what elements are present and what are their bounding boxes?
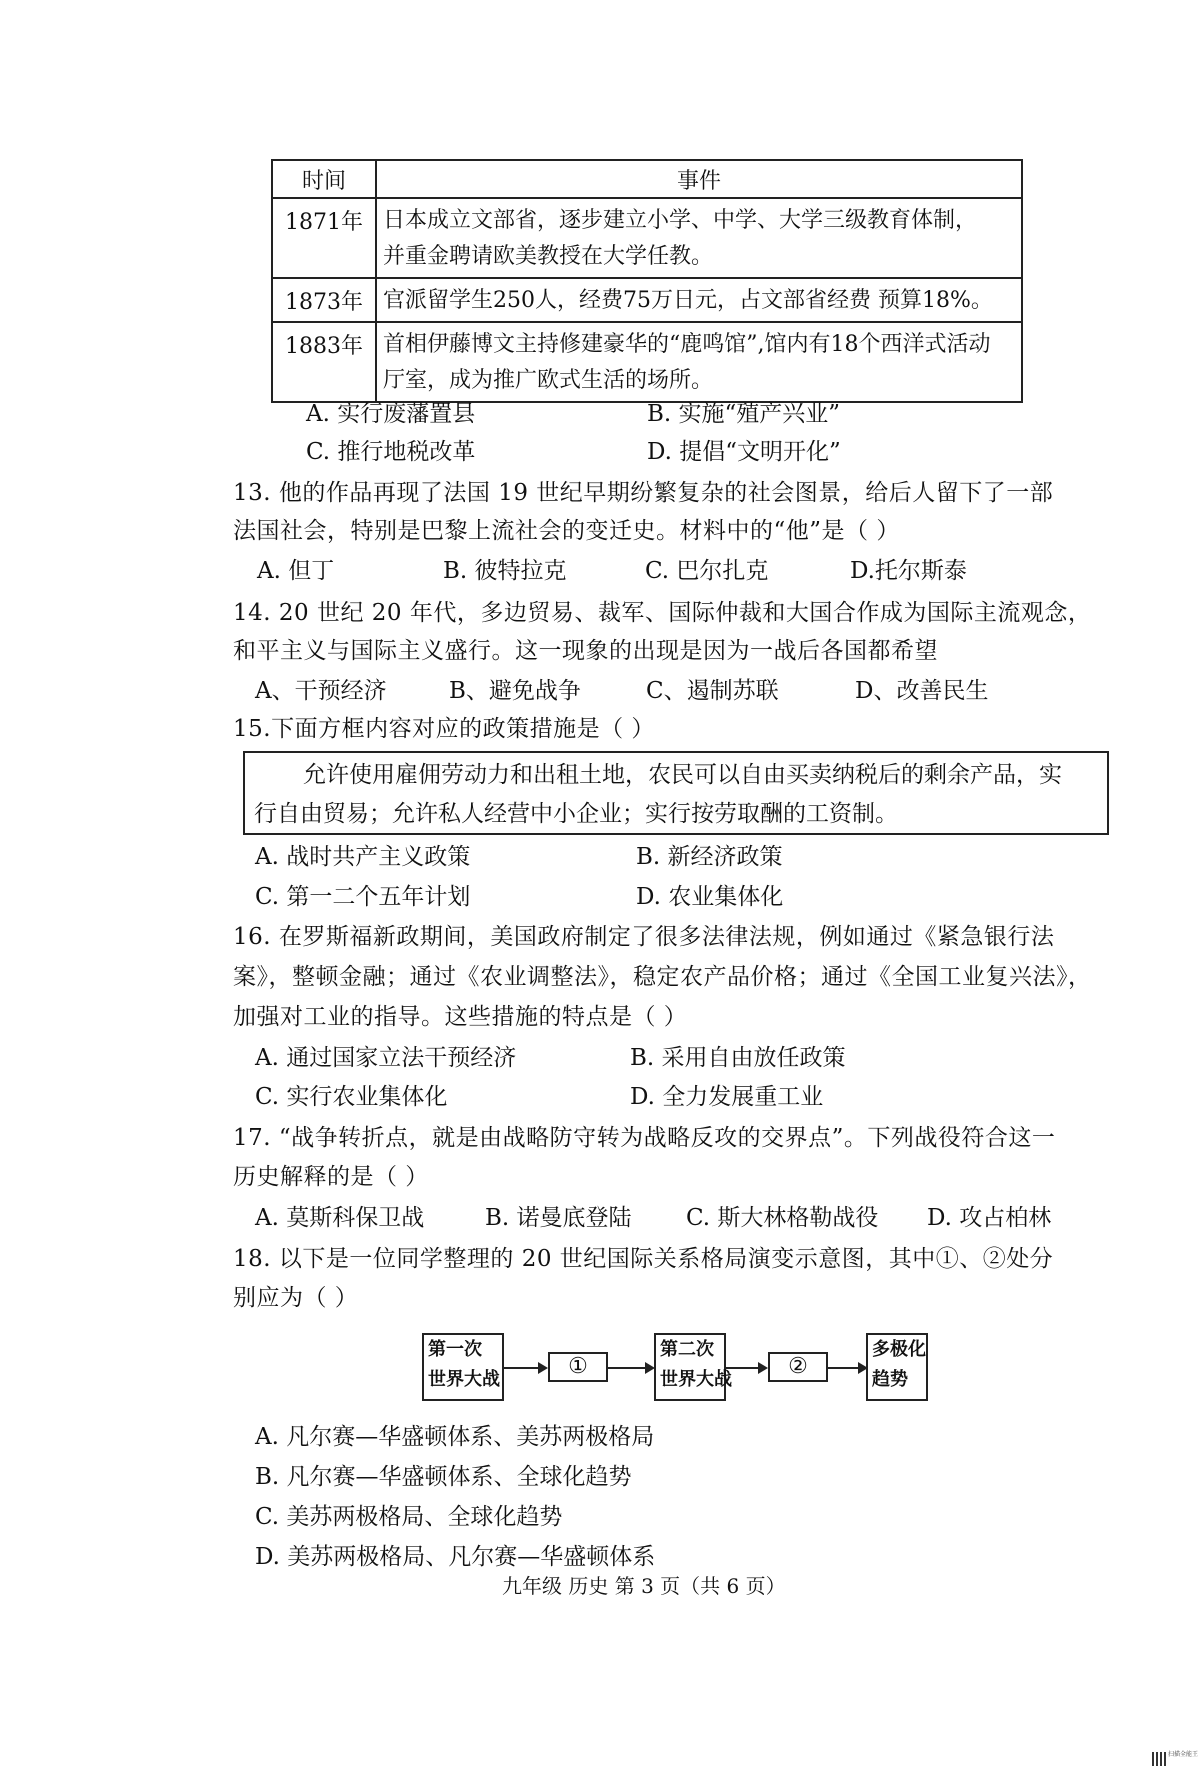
node-ww2 bbox=[654, 1333, 732, 1401]
q17-stem-line: 历史解释的是（ ） bbox=[233, 1164, 429, 1190]
q17-option-b[interactable]: B. 诺曼底登陆 bbox=[485, 1205, 632, 1231]
q12-option-a[interactable]: A. 实行废藩置县 bbox=[306, 401, 476, 427]
event-line: 日本成立文部省，逐步建立小学、中学、大学三级教育体制， bbox=[383, 208, 978, 233]
node-ww1-line: 第一次 bbox=[428, 1339, 482, 1360]
table-cell-event bbox=[376, 322, 1022, 402]
qr-code-icon bbox=[1152, 1752, 1166, 1766]
node-multipolar-line: 多极化 bbox=[872, 1339, 926, 1360]
q14-option-b[interactable]: B、避免战争 bbox=[449, 678, 581, 704]
q16-option-d[interactable]: D. 全力发展重工业 bbox=[630, 1084, 824, 1110]
q15-box-line: 允许使用雇佣劳动力和出租土地，农民可以自由买卖纳税后的剩余产品，实 bbox=[303, 762, 1062, 788]
table-cell-year: 1871年 bbox=[272, 198, 376, 278]
q18-stem-line: 别应为（ ） bbox=[233, 1285, 359, 1311]
q17-option-c[interactable]: C. 斯大林格勒战役 bbox=[686, 1205, 879, 1231]
blank-2: ② bbox=[768, 1352, 828, 1382]
table-cell-event bbox=[376, 198, 1022, 278]
arrow bbox=[608, 1367, 653, 1369]
event-line: 并重金聘请欧美教授在大学任教。 bbox=[383, 244, 714, 269]
q14-option-c[interactable]: C、遏制苏联 bbox=[646, 678, 779, 704]
q17-option-d[interactable]: D. 攻占柏林 bbox=[927, 1205, 1052, 1231]
q18-option-b[interactable]: B. 凡尔赛—华盛顿体系、全球化趋势 bbox=[255, 1464, 632, 1490]
q13-option-d[interactable]: D.托尔斯泰 bbox=[850, 558, 967, 584]
q15-stem: 15.下面方框内容对应的政策措施是（ ） bbox=[233, 716, 655, 742]
q14-option-a[interactable]: A、干预经济 bbox=[255, 678, 387, 704]
q12-option-c[interactable]: C. 推行地税改革 bbox=[306, 439, 476, 465]
table-header-row bbox=[272, 160, 1022, 198]
q15-option-d[interactable]: D. 农业集体化 bbox=[636, 884, 784, 910]
node-ww1 bbox=[422, 1333, 504, 1401]
q16-option-c[interactable]: C. 实行农业集体化 bbox=[255, 1084, 448, 1110]
arrow bbox=[504, 1367, 546, 1369]
q15-option-c[interactable]: C. 第一二个五年计划 bbox=[255, 884, 471, 910]
event-line: 官派留学生250人，经费75万日元，占文部省经费 预算18%。 bbox=[383, 288, 993, 313]
q14-stem-line: 和平主义与国际主义盛行。这一现象的出现是因为一战后各国都希望 bbox=[233, 638, 938, 664]
table-row bbox=[272, 278, 1022, 322]
q15-material-box bbox=[243, 751, 1109, 835]
event-line: 首相伊藤博文主持修建豪华的“鹿鸣馆”,馆内有18个西洋式活动 bbox=[383, 332, 991, 357]
node-ww1-line: 世界大战 bbox=[428, 1369, 500, 1390]
q13-option-b[interactable]: B. 彼特拉克 bbox=[443, 558, 567, 584]
q13-stem-line: 13. 他的作品再现了法国 19 世纪早期纷繁复杂的社会图景，给后人留下了一部 bbox=[233, 480, 1054, 506]
node-ww2-line: 世界大战 bbox=[660, 1369, 732, 1390]
q16-stem-line: 案》，整顿金融；通过《农业调整法》，稳定农产品价格；通过《全国工业复兴法》， bbox=[233, 964, 1092, 990]
watermark-text: 扫描全能王 bbox=[1168, 1751, 1199, 1758]
q17-stem-line: 17. “战争转折点，就是由战略防守转为战略反攻的交界点”。下列战役符合这一 bbox=[233, 1125, 1056, 1151]
q13-option-c[interactable]: C. 巴尔扎克 bbox=[645, 558, 769, 584]
node-multipolar bbox=[866, 1333, 928, 1401]
q14-stem-line: 14. 20 世纪 20 年代，多边贸易、裁军、国际仲裁和大国合作成为国际主流观念， bbox=[233, 600, 1092, 626]
events-table bbox=[271, 159, 1023, 403]
q16-option-b[interactable]: B. 采用自由放任政策 bbox=[630, 1045, 846, 1071]
blank-1: ① bbox=[548, 1352, 608, 1382]
q16-stem-line: 16. 在罗斯福新政期间，美国政府制定了很多法律法规，例如通过《紧急银行法 bbox=[233, 924, 1055, 950]
arrow bbox=[726, 1367, 766, 1369]
table-row bbox=[272, 322, 1022, 402]
table-header-event: 事件 bbox=[376, 160, 1022, 198]
q17-option-a[interactable]: A. 莫斯科保卫战 bbox=[255, 1205, 425, 1231]
q14-option-d[interactable]: D、改善民生 bbox=[855, 678, 989, 704]
q18-option-a[interactable]: A. 凡尔赛—华盛顿体系、美苏两极格局 bbox=[255, 1424, 655, 1450]
q16-stem-line: 加强对工业的指导。这些措施的特点是（ ） bbox=[233, 1004, 688, 1030]
q16-option-a[interactable]: A. 通过国家立法干预经济 bbox=[255, 1045, 517, 1071]
q12-option-d[interactable]: D. 提倡“文明开化” bbox=[647, 439, 841, 465]
q15-option-a[interactable]: A. 战时共产主义政策 bbox=[255, 844, 471, 870]
table-cell-event bbox=[376, 278, 1022, 322]
node-ww2-line: 第二次 bbox=[660, 1339, 714, 1360]
q15-box-line: 行自由贸易；允许私人经营中小企业；实行按劳取酬的工资制。 bbox=[254, 801, 898, 827]
q18-option-c[interactable]: C. 美苏两极格局、全球化趋势 bbox=[255, 1504, 563, 1530]
q13-option-a[interactable]: A. 但丁 bbox=[257, 558, 335, 584]
table-row bbox=[272, 198, 1022, 278]
arrow bbox=[828, 1367, 866, 1369]
q18-stem-line: 18. 以下是一位同学整理的 20 世纪国际关系格局演变示意图，其中①、②处分 bbox=[233, 1246, 1054, 1272]
table-cell-year: 1883年 bbox=[272, 322, 376, 402]
table-header-time: 时间 bbox=[272, 160, 376, 198]
event-line: 厅室，成为推广欧式生活的场所。 bbox=[383, 368, 714, 393]
q13-stem-line: 法国社会，特别是巴黎上流社会的变迁史。材料中的“他”是（ ） bbox=[233, 518, 900, 544]
node-multipolar-line: 趋势 bbox=[872, 1369, 908, 1390]
q12-option-b[interactable]: B. 实施“殖产兴业” bbox=[647, 401, 841, 427]
table-cell-year: 1873年 bbox=[272, 278, 376, 322]
q15-option-b[interactable]: B. 新经济政策 bbox=[636, 844, 783, 870]
page-footer: 九年级 历史 第 3 页（共 6 页） bbox=[502, 1574, 786, 1598]
q18-option-d[interactable]: D. 美苏两极格局、凡尔赛—华盛顿体系 bbox=[255, 1544, 656, 1570]
